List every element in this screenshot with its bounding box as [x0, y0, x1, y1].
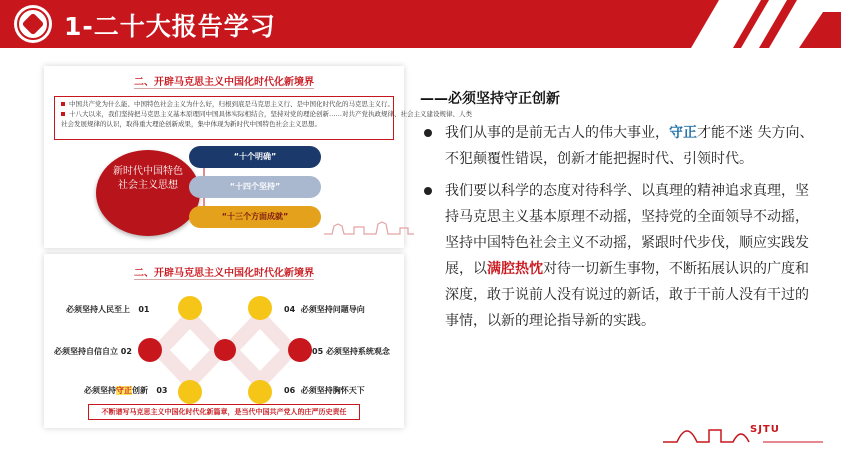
principle-03: 必须坚持守正创新 03	[84, 386, 168, 395]
node-03	[178, 380, 202, 404]
summary-box	[54, 96, 472, 140]
theory-circle	[96, 150, 200, 236]
principle-04: 04 必须坚持问题导向	[284, 305, 365, 314]
slide-title: 1-二十大报告学习	[64, 12, 276, 41]
node-02	[138, 338, 162, 362]
six-principles-panel	[44, 254, 404, 428]
heading-underline	[134, 279, 314, 280]
main-text-panel	[420, 88, 820, 340]
brand-text: SJTU	[750, 424, 780, 435]
node-center	[214, 339, 236, 361]
principle-02: 必须坚持自信自立 02	[54, 347, 132, 356]
bullet-paragraph-2: 我们要以科学的态度对待科学、以真理的精神追求真理，坚持马克思主义基本原理不动摇，坚持党的全面领导不动摇，坚持中国特色社会主义不动摇，紧跟时代步伐，顺应实践发展，以满腔热忱对待一切新生事物，不断拓展认识的广度和深度，敢于说前人没有说过的新话，敢于干前人没有干过的事情，以新的理论指导新的实践。	[420, 178, 820, 334]
heading-underline	[134, 88, 314, 89]
responsibility-banner: 不断谱写马克思主义中国化时代化新篇章，是当代中国共产党人的庄严历史责任	[88, 404, 360, 420]
summary-line: 十八大以来，我们坚持把马克思主义基本原理同中国具体实际相结合，坚持对党的理论创新……对共产党执政规律、社会主义建设规律、人类	[61, 109, 387, 119]
pill-fourteen-commitments: “十四个坚持”	[189, 176, 321, 198]
node-01	[178, 296, 202, 320]
node-04	[248, 296, 272, 320]
theory-circle-label: 新时代中国特色社会主义思想	[113, 166, 183, 191]
principle-06: 06 必须坚持胸怀天下	[284, 386, 365, 395]
panel-heading: 二、开辟马克思主义中国化时代化新境界	[134, 77, 314, 88]
summary-line: 中国共产党为什么能、中国特色社会主义为什么好，归根到底是马克思主义行、是中国化时代化的马克思主义行。	[61, 99, 387, 109]
header-bar	[0, 0, 841, 48]
campus-skyline-icon	[324, 218, 414, 236]
pill-ten-clarifications: “十个明确”	[189, 146, 321, 168]
header-stripe-decoration	[691, 0, 841, 48]
bullet-paragraph-1: 我们从事的是前无古人的伟大事业，守正才能不迷 失方向、不犯颠覆性错误，创新才能把握时代、引领时代。	[420, 120, 820, 172]
node-05	[288, 338, 312, 362]
principle-05: 05 必须坚持系统观念	[312, 347, 390, 356]
panel-heading: 二、开辟马克思主义中国化时代化新境界	[134, 268, 314, 279]
node-06	[248, 380, 272, 404]
section-subheading: ——必须坚持守正创新	[420, 91, 560, 107]
keyword-mangqiang-rechen: 满腔热忱	[487, 261, 543, 277]
pill-thirteen-achievements: “十三个方面成就”	[189, 206, 321, 228]
campus-skyline-icon	[663, 416, 823, 446]
keyword-shouzheng: 守正	[669, 125, 697, 141]
summary-line: 社会发展规律的认识，取得重大理论创新成果，集中体现为新时代中国特色社会主义思想。	[61, 120, 321, 128]
principle-01: 必须坚持人民至上 01	[66, 305, 150, 314]
university-seal-icon	[14, 5, 52, 43]
